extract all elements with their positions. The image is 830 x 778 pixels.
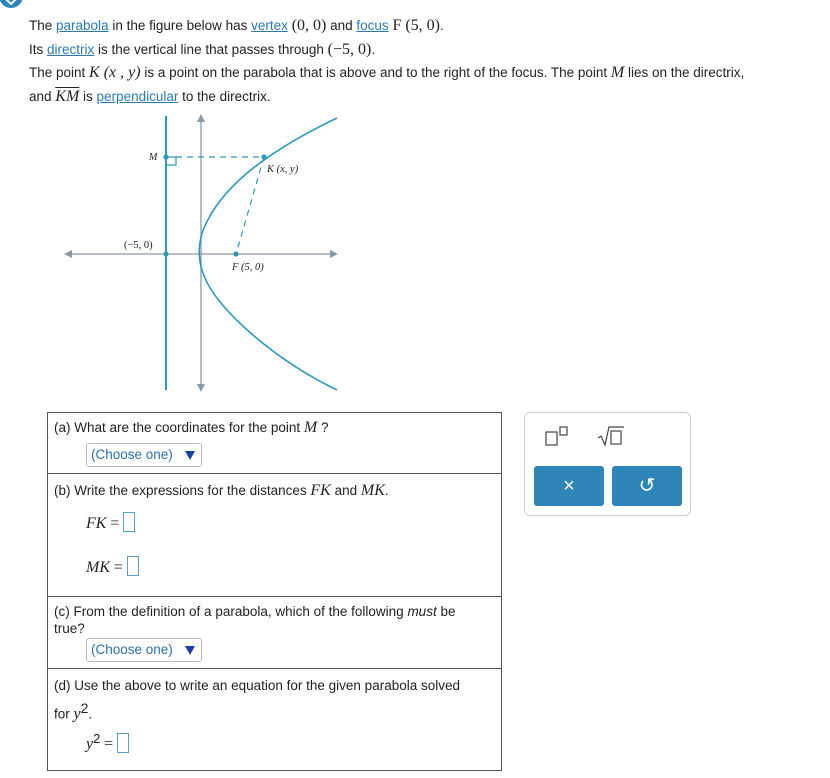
label-f: F (5, 0) (232, 262, 264, 273)
question-a: (a) What are the coordinates for the point M ? (Choose one) (48, 413, 501, 474)
x-axis-left-arrow (64, 250, 72, 258)
point-m-dropdown[interactable]: (Choose one) (86, 443, 202, 467)
dropdown-arrow-icon (185, 646, 195, 655)
perpendicular-link[interactable]: perpendicular (96, 88, 179, 104)
exponent-icon[interactable] (543, 423, 573, 449)
parabola-figure (60, 110, 345, 395)
question-b: (b) Write the expressions for the distances FK and MK. FK = MK = (48, 474, 501, 597)
clear-button[interactable]: × (534, 466, 604, 506)
question-table (47, 412, 502, 771)
point-k (261, 154, 266, 159)
point-neg5 (163, 251, 168, 256)
y-squared-answer-input[interactable] (117, 733, 129, 753)
intro-line-4: and $\overline{KM}$ is perpendicular to the directrix. (29, 87, 271, 105)
parabola-link[interactable]: parabola (56, 18, 109, 33)
label-neg5: (−5, 0) (124, 240, 153, 251)
intro-line-1: The parabola in the figure below has vertex (0, 0) and focus F (5, 0). (29, 17, 444, 34)
undo-button[interactable]: ↺ (612, 466, 682, 506)
m-variable: M (610, 64, 625, 81)
collapse-chevron-icon[interactable] (0, 0, 40, 12)
intro-line-2: Its directrix is the vertical line that passes through (−5, 0). (29, 40, 376, 58)
fk-equation: FK = (86, 512, 135, 533)
point-m (163, 154, 168, 159)
vertex-value: (0, 0) (291, 17, 327, 34)
label-k: K (x, y) (267, 164, 299, 175)
y-squared-equation: $y^2$ = (86, 731, 129, 754)
math-toolbox (524, 412, 691, 516)
definition-dropdown[interactable]: (Choose one) (86, 638, 202, 662)
fk-answer-input[interactable] (123, 512, 135, 532)
y-axis-down-arrow (197, 384, 205, 392)
intro-line-3: The point K (x , y) is a point on the parabola that is above and to the right of the focus. The point M lies on the directrix, (29, 64, 745, 81)
k-point: K (x , y) (89, 64, 141, 81)
directrix-point: (−5, 0) (327, 40, 372, 58)
directrix-link[interactable]: directrix (47, 41, 95, 57)
vertex-link[interactable]: vertex (251, 18, 288, 33)
dropdown-arrow-icon (185, 451, 195, 460)
mk-answer-input[interactable] (127, 556, 139, 576)
focus-value: F (5, 0) (392, 17, 440, 34)
y-axis-up-arrow (197, 114, 205, 122)
mk-equation: MK = (86, 556, 139, 577)
question-d: (d) Use the above to write an equation for the given parabola solved for $y^2$. $y^2$ = (54, 678, 461, 753)
point-f (233, 251, 238, 256)
problem-statement (29, 14, 819, 108)
km-segment: $\overline{KM}$ (55, 87, 80, 105)
question-c: (c) From the definition of a parabola, which of the following must be true? (Choose one) (48, 597, 501, 669)
x-axis-right-arrow (330, 250, 338, 258)
focus-link[interactable]: focus (356, 18, 389, 33)
label-m: M (149, 152, 158, 163)
square-root-icon[interactable] (595, 423, 627, 449)
